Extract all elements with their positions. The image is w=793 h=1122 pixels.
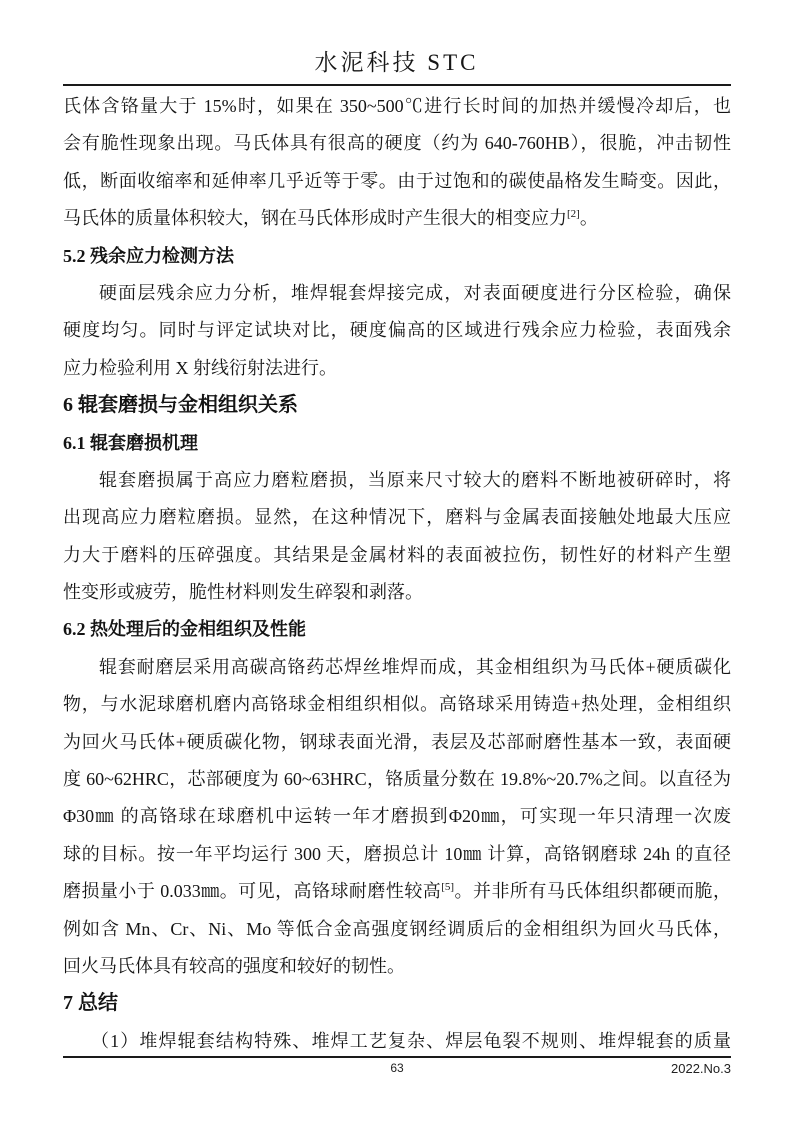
- journal-title: 水泥科技 STC: [314, 50, 479, 75]
- text-line: [63, 724, 731, 761]
- text-line: [63, 873, 731, 910]
- text-segment: 低，断面收缩率和延伸率几乎近等于零。由于过饱和的碳使晶格发生畸变。因此，: [63, 170, 731, 191]
- text-line: [63, 462, 731, 499]
- text-segment: 性变形或疲劳，脆性材料则发生碎裂和剥落。: [63, 582, 423, 603]
- text-segment: Φ30㎜ 的高铬球在球磨机中运转一年才磨损到Φ20㎜，可实现一年只清理一次废: [63, 806, 731, 827]
- text-segment: 氏体含铬量大于 15%时，如果在 350~500℃进行长时间的加热并缓慢冷却后，也: [63, 96, 731, 116]
- text-line: [63, 911, 731, 948]
- text-segment: 为回火马氏体+硬质碳化物，钢球表面光滑，表层及芯部耐磨性基本一致，表面硬: [63, 731, 731, 752]
- text-line: [63, 499, 731, 536]
- issue-label: 2022.No.3: [671, 1061, 731, 1076]
- text-segment: 度 60~62HRC，芯部硬度为 60~63HRC，铬质量分数在 19.8%~20.7%之间。以直径为: [63, 769, 731, 790]
- text-line: [63, 649, 731, 686]
- text-segment: 硬度均匀。同时与评定试块对比，硬度偏高的区域进行残余应力检验，表面残余: [63, 320, 731, 341]
- text-segment: 例如含 Mn、Cr、Ni、Mo 等低合金高强度钢经调质后的金相组织为回火马氏体，: [63, 918, 731, 939]
- text-line: [63, 537, 731, 574]
- text-segment: 物，与水泥球磨机磨内高铬球金相组织相似。高铬球采用铸造+热处理，金相组织: [63, 694, 731, 715]
- text-line: [63, 948, 731, 985]
- text-line: [63, 1023, 731, 1060]
- text-line: [63, 761, 731, 798]
- text-line: [63, 798, 731, 835]
- text-line: [63, 200, 731, 237]
- section-heading: 5.2 残余应力检测方法: [63, 245, 234, 266]
- text-segment: （1）堆焊辊套结构特殊、堆焊工艺复杂、焊层龟裂不规则、堆焊辊套的质量: [91, 1030, 731, 1051]
- text-segment: 。并非所有马氏体组织都硬而脆，: [454, 881, 732, 902]
- text-line: [63, 312, 731, 349]
- text-segment: 辊套磨损属于高应力磨粒磨损，当原来尺寸较大的磨料不断地被研碎时，将: [99, 469, 731, 490]
- text-segment: 磨损量小于 0.033㎜。可见，高铬球耐磨性较高: [63, 881, 442, 902]
- section-heading: 6 辊套磨损与金相组织关系: [63, 394, 298, 417]
- section-heading: 6.1 辊套磨损机理: [63, 432, 198, 453]
- page-number: 63: [390, 1061, 404, 1075]
- text-line: [63, 125, 731, 162]
- text-segment: 回火马氏体具有较高的强度和较好的韧性。: [63, 955, 405, 976]
- header-rule: [63, 84, 731, 86]
- text-line: [63, 163, 731, 200]
- text-line: [63, 686, 731, 723]
- section-heading: 7 总结: [63, 992, 118, 1015]
- text-line: [63, 836, 731, 873]
- citation-ref: [5]: [441, 881, 455, 894]
- text-line: [63, 275, 731, 312]
- text-segment: 应力检验利用 X 射线衍射法进行。: [63, 357, 337, 378]
- text-segment: 马氏体的质量体积较大，钢在马氏体形成时产生很大的相变应力: [63, 208, 567, 229]
- text-segment: 辊套耐磨层采用高碳高铬药芯焊丝堆焊而成，其金相组织为马氏体+硬质碳化: [99, 656, 731, 677]
- footer-rule: [63, 1056, 731, 1058]
- text-segment: 球的目标。按一年平均运行 300 天，磨损总计 10㎜ 计算，高铬钢磨球 24h 的直径: [63, 843, 731, 864]
- text-segment: 。: [579, 208, 598, 229]
- section-heading: 6.2 热处理后的金相组织及性能: [63, 619, 306, 640]
- text-segment: 出现高应力磨粒磨损。显然，在这种情况下，磨料与金属表面接触处地最大压应: [63, 507, 731, 528]
- page-footer: [63, 1061, 731, 1079]
- text-segment: 力大于磨料的压碎强度。其结果是金属材料的表面被拉伤，韧性好的材料产生塑: [63, 544, 731, 565]
- citation-ref: [2]: [567, 208, 580, 221]
- text-line: [63, 350, 731, 387]
- text-segment: 硬面层残余应力分析，堆焊辊套焊接完成，对表面硬度进行分区检验，确保: [99, 282, 731, 303]
- document-body: [63, 88, 731, 1060]
- text-line: [63, 574, 731, 611]
- text-line: [63, 88, 731, 125]
- text-segment: 会有脆性现象出现。马氏体具有很高的硬度（约为 640-760HB），很脆，冲击韧性: [63, 133, 731, 154]
